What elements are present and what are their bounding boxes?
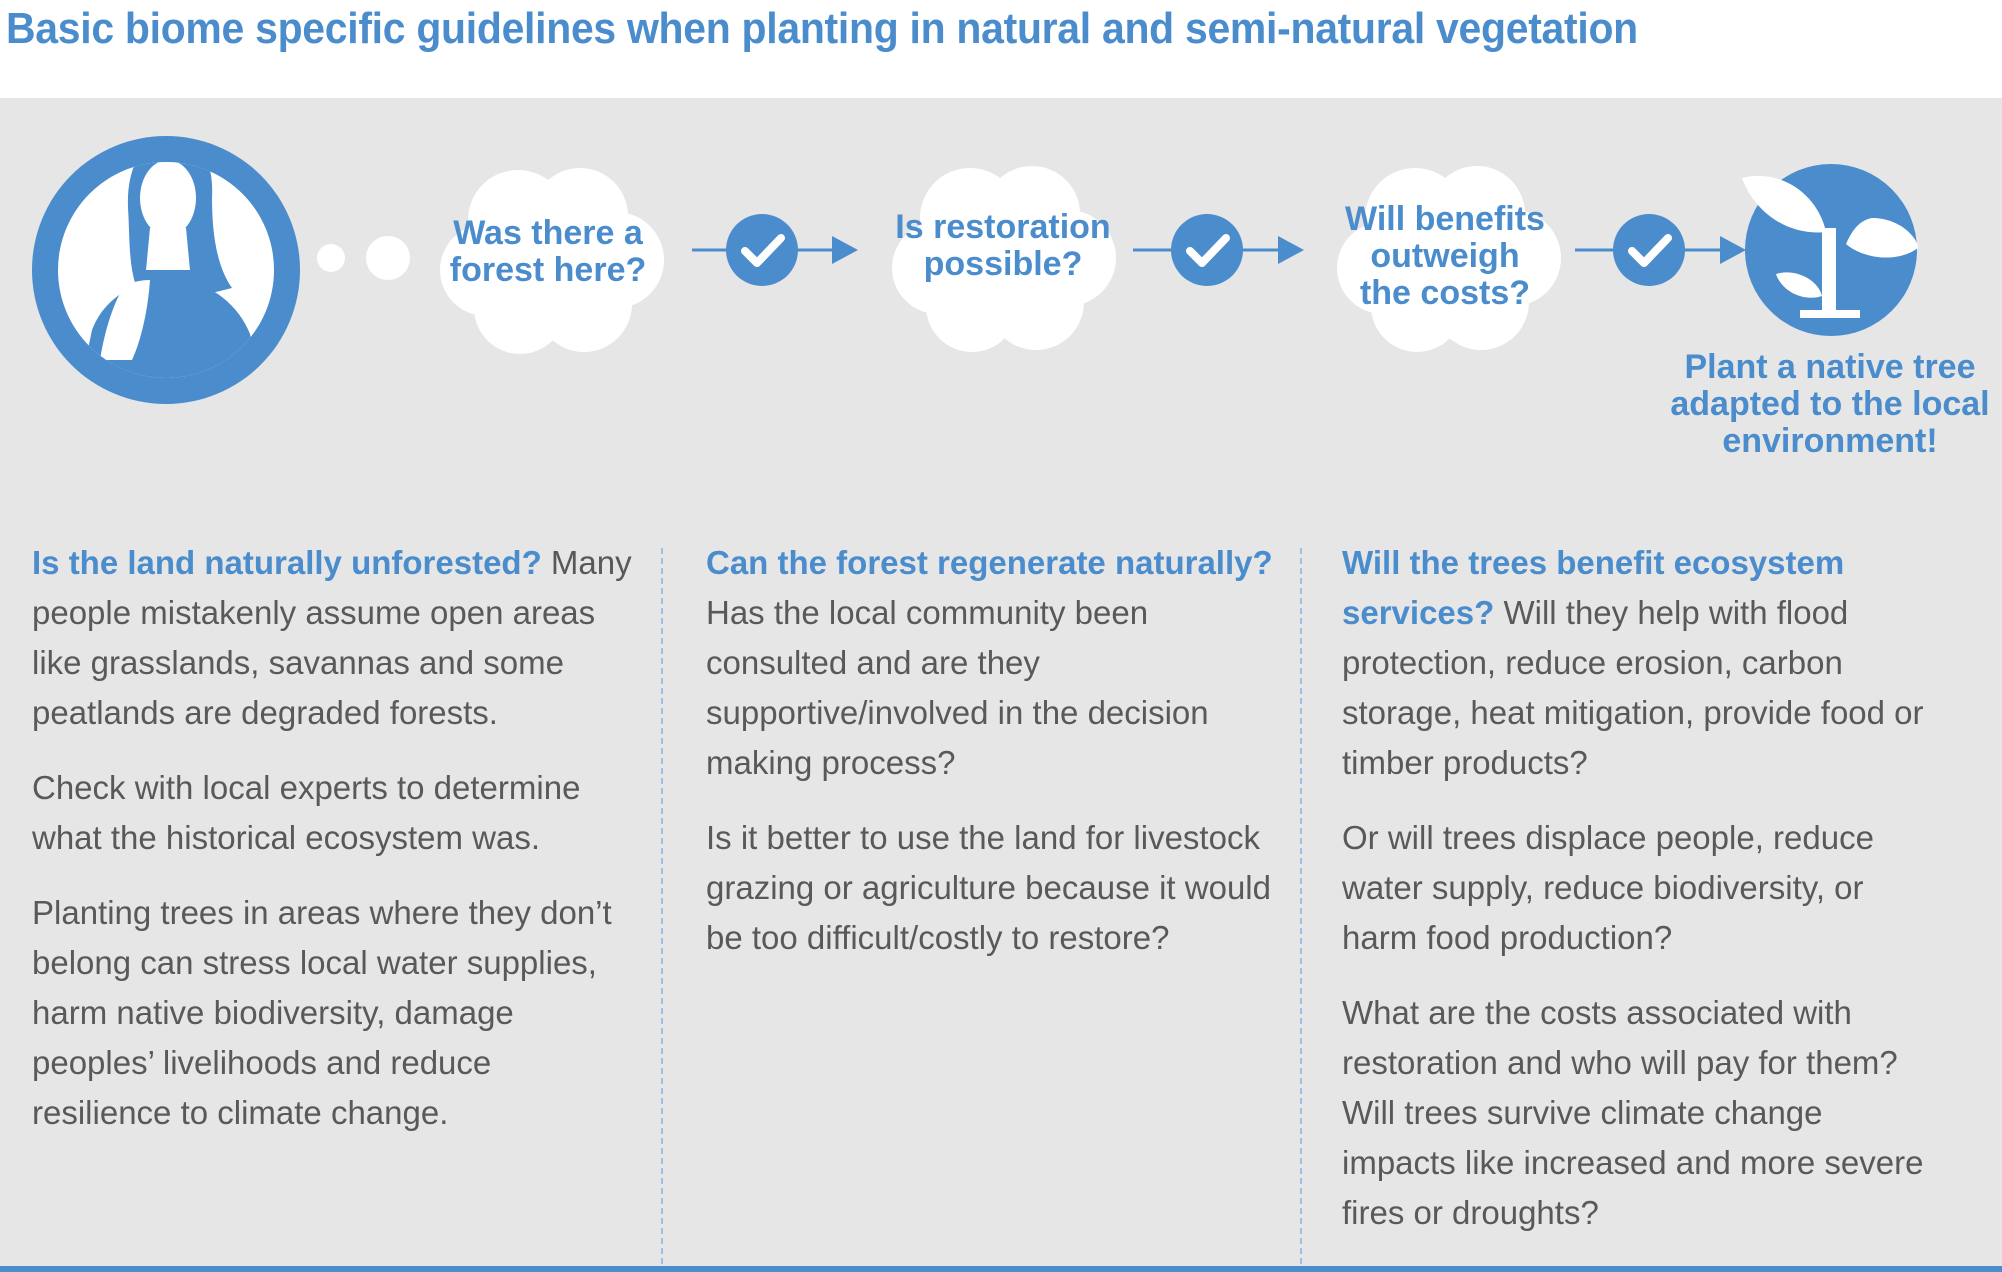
- person-icon: [32, 136, 300, 404]
- final-label-line: environment!: [1722, 422, 1938, 460]
- step-3-label-line: outweigh: [1370, 237, 1520, 275]
- step-1-label-line: Was there a: [453, 214, 643, 252]
- guideline-paragraph: [706, 538, 1276, 788]
- guideline-column-3: [1342, 538, 1942, 1263]
- arrow-right-icon: [832, 236, 858, 264]
- guideline-lead: Is the land naturally unforested?: [32, 544, 542, 581]
- guideline-paragraph: [1342, 538, 1942, 788]
- guideline-paragraph: Check with local experts to determine what the historical ecosystem was.: [32, 769, 581, 856]
- column-divider: [1300, 548, 1302, 1264]
- guideline-paragraph: [32, 538, 632, 738]
- guideline-paragraph: Or will trees displace people, reduce water supply, reduce biodiversity, or harm food production?: [1342, 819, 1874, 956]
- step-2-label-line: possible?: [923, 245, 1083, 283]
- check-icon: [726, 214, 798, 286]
- guideline-column-1: [32, 538, 632, 1163]
- guideline-paragraph: Planting trees in areas where they don’t belong can stress local water supplies, harm native biodiversity, damage peoples’ livelihoods and reduce resilience to climate change.: [32, 894, 612, 1131]
- final-label-line: adapted to the local: [1670, 385, 1990, 423]
- guideline-paragraph: What are the costs associated with restoration and who will pay for them? Will trees survive climate change impacts like increased and more severe fires or droughts?: [1342, 994, 1924, 1231]
- guideline-lead: Will the trees benefit ecosystem services?: [1342, 544, 1845, 631]
- step-3-label: [1330, 201, 1560, 312]
- guideline-text: Has the local community been consulted and are they supportive/involved in the decision making process?: [706, 594, 1209, 781]
- step-1-label: [433, 215, 663, 289]
- final-label-line: Plant a native tree: [1684, 348, 1976, 386]
- check-icon: [1613, 214, 1685, 286]
- column-divider: [661, 548, 663, 1264]
- page-title: Basic biome specific guidelines when planting in natural and semi-natural vegetation: [6, 4, 1638, 53]
- check-icon: [1171, 214, 1243, 286]
- seedling-icon: [1742, 164, 1918, 336]
- arrow-right-icon: [1278, 236, 1304, 264]
- thought-dots-icon: [317, 236, 410, 280]
- step-2-label: [885, 209, 1121, 283]
- guideline-lead: Can the forest regenerate naturally?: [706, 544, 1273, 581]
- bottom-rule: [0, 1266, 2002, 1272]
- final-step-label: [1670, 349, 1990, 460]
- guideline-text: Will they help with flood protection, reduce erosion, carbon storage, heat mitigation, provide food or timber products?: [1342, 594, 1924, 781]
- step-3-label-line: Will benefits: [1345, 200, 1545, 238]
- step-3-label-line: the costs?: [1359, 274, 1531, 312]
- arrow-right-icon: [1720, 236, 1746, 264]
- step-2-label-line: Is restoration: [895, 208, 1111, 246]
- guideline-text: Many people mistakenly assume open areas like grasslands, savannas and some peatlands are degraded forests.: [32, 544, 632, 731]
- guideline-paragraph: Is it better to use the land for livestock grazing or agriculture because it would be too difficult/costly to restore?: [706, 819, 1271, 956]
- guideline-column-2: [706, 538, 1276, 988]
- step-1-label-line: forest here?: [449, 251, 647, 289]
